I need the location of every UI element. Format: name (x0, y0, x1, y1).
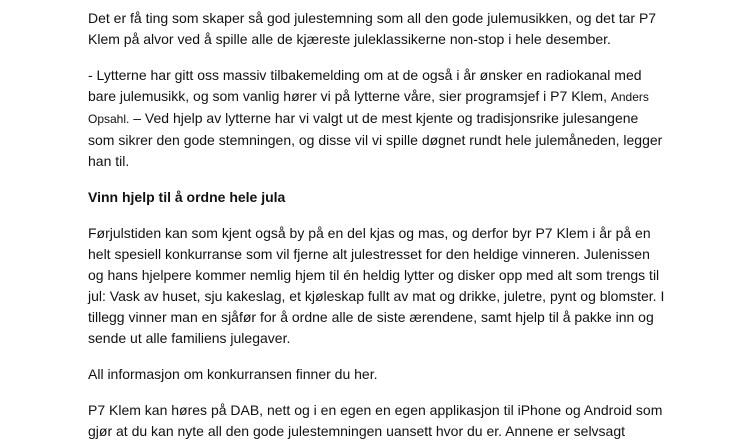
intro-paragraph: Det er få ting som skaper så god julestemning som all den gode julemusikken, og det tar P7 Klem på alvor ved å spille alle de kjæreste juleklassikerne non-stop i hele desember. (88, 10, 657, 47)
section-heading: Vinn hjelp til å ordne hele jula (88, 189, 286, 205)
info-paragraph: All informasjon om konkurransen finner du her. (88, 366, 378, 382)
quote-paragraph (88, 65, 668, 172)
contest-paragraph: Førjulstiden kan som kjent også by på en del kjas og mas, og derfor byr P7 Klem i år på en helt spesiell konkurranse som vil fjerne alt julestresset for den heldige vinneren. Julenissen og hans hjelpere kommer nemlig hjem til én heldig lytter og disker opp med alt som trengs til jul: Vask av huset, sju kakeslag, et kjøleskap fullt av mat og drikke, juletre, pynt og blomster. I tillegg vinner man en sjåfør for å ordne alle de siste ærendene, samt hjelp til å pakke inn og sende ut alle familiens julegaver. (88, 225, 665, 346)
quote-end: – Ved hjelp av lytterne har vi valgt ut de mest kjente og tradisjonsrike julesangene som sikrer den gode stemningen, og disse vil vi spille døgnet rundt hele julemåneden, legger han til. (88, 110, 663, 169)
availability-paragraph: P7 Klem kan høres på DAB, nett og i en egen en egen applikasjon til iPhone og Android som gjør at du kan nyte all den gode julestemningen uansett hvor du er. Annene er selvsagt (88, 402, 663, 439)
quote-start: - Lytterne har gitt oss massiv tilbakemelding om at de også i år ønsker en radiokanal med bare julemusikk, og som vanlig hører vi på lytterne våre, sier programsjef i P7 Klem, (88, 67, 642, 104)
quote-person-name: Anders Opsahl. (88, 90, 649, 126)
document-page (88, 8, 668, 442)
